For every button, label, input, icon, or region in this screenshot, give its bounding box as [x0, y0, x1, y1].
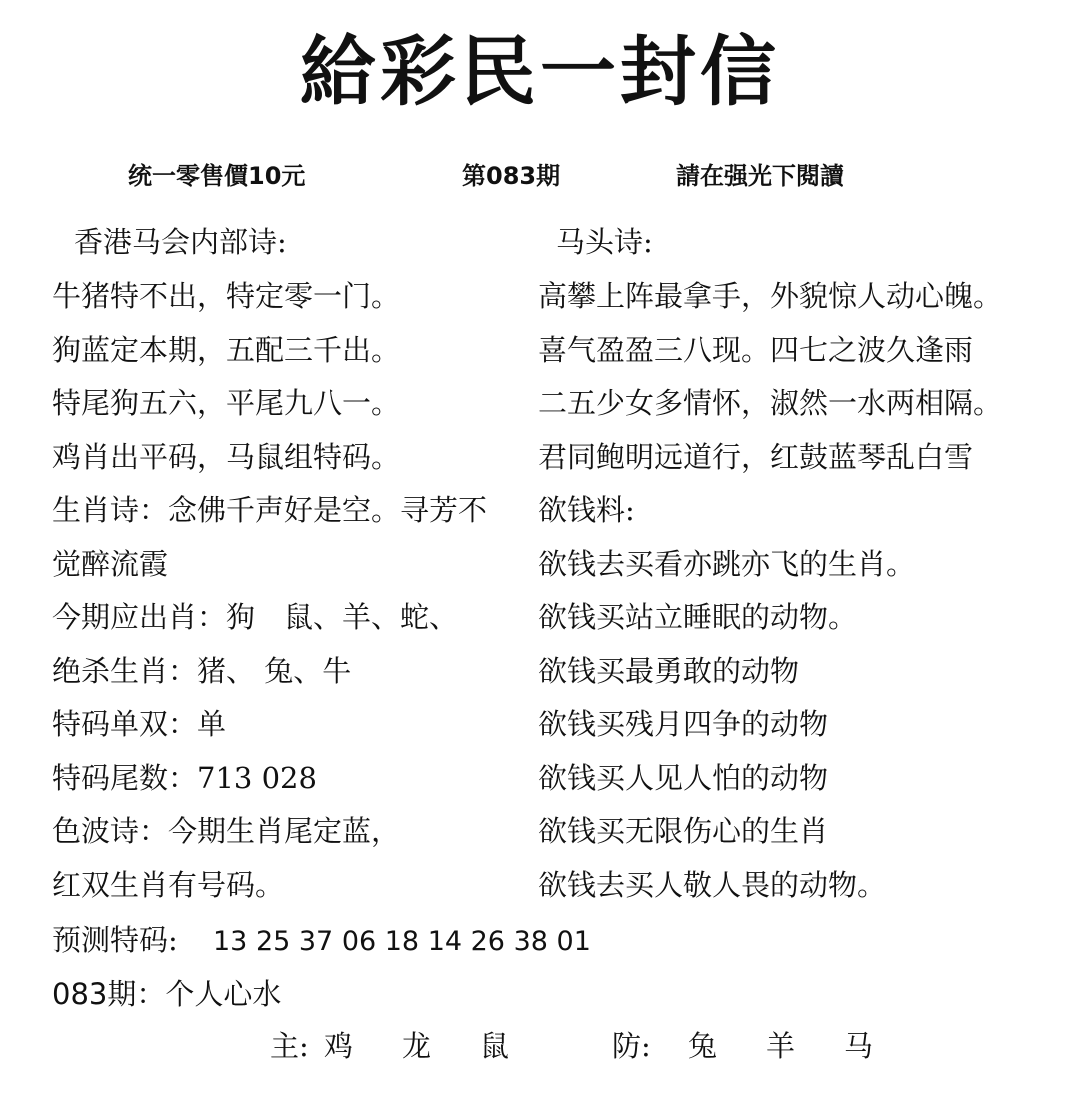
main-pick-values: 鸡 龙 鼠	[324, 1029, 520, 1063]
issue-line-text: 个人心水	[165, 977, 282, 1011]
prediction-label: 预测特码:	[52, 923, 178, 957]
poem-line: 欲钱买站立睡眠的动物。	[538, 600, 858, 634]
poem-line: 狗蓝定本期，五配三千出。	[52, 332, 401, 367]
poem-line: 欲钱买人见人怕的动物	[538, 760, 829, 795]
main-pick-label: 主:	[270, 1029, 309, 1063]
poem-line: 特码尾数：713 028	[52, 760, 317, 795]
poem-line: 鸡肖出平码，马鼠组特码。	[52, 439, 401, 474]
main-pick	[270, 1026, 519, 1066]
poem-line: 牛猪特不出，特定零一门。	[52, 279, 401, 313]
poem-line: 特码单双：单	[52, 707, 227, 741]
poem-line: 色波诗：今期生肖尾定蓝，	[52, 814, 401, 848]
prediction-numbers: 13 25 37 06 18 14 26 38 01	[213, 926, 591, 957]
price-label: 统一零售價10元	[128, 162, 306, 190]
poem-line: 喜气盈盈三八现。四七之波久逢雨	[538, 332, 974, 367]
poem-line: 欲钱买无限伤心的生肖	[538, 814, 829, 848]
poem-line: 绝杀生肖：猪、 兔、牛	[52, 653, 352, 688]
poem-line: 欲钱去买人敬人畏的动物。	[538, 867, 887, 902]
left-heading: 香港马会内部诗:	[74, 225, 287, 259]
poem-line: 红双生肖有号码。	[52, 867, 285, 902]
guard-pick	[612, 1026, 883, 1066]
reading-note: 請在强光下閱讀	[676, 162, 844, 190]
poem-line: 欲钱买残月四争的动物	[538, 707, 829, 741]
guard-pick-values: 兔 羊 马	[688, 1029, 884, 1063]
issue-line-label: 083期：	[52, 977, 166, 1011]
poem-line: 今期应出肖：狗 鼠、羊、蛇、	[52, 600, 459, 634]
poem-line: 生肖诗：念佛千声好是空。寻芳不	[52, 493, 488, 527]
guard-pick-label: 防:	[612, 1029, 651, 1063]
poem-line: 欲钱料:	[538, 493, 635, 527]
issue-number: 第083期	[462, 162, 561, 190]
poem-line: 欲钱买最勇敢的动物	[538, 653, 800, 688]
page-title: 給彩民一封信	[300, 27, 780, 116]
prediction-row	[52, 920, 591, 962]
poem-line: 觉醉流霞	[52, 546, 169, 581]
poem-line: 欲钱去买看亦跳亦飞的生肖。	[538, 546, 916, 581]
issue-line	[52, 974, 281, 1014]
poem-line: 君同鲍明远道行，红鼓蓝琴乱白雪	[538, 439, 974, 474]
poem-line: 高攀上阵最拿手，外貌惊人动心魄。	[538, 279, 1003, 313]
poem-line: 二五少女多情怀，淑然一水两相隔。	[538, 386, 1003, 420]
right-heading: 马头诗:	[556, 225, 653, 259]
poem-line: 特尾狗五六，平尾九八一。	[52, 386, 401, 420]
